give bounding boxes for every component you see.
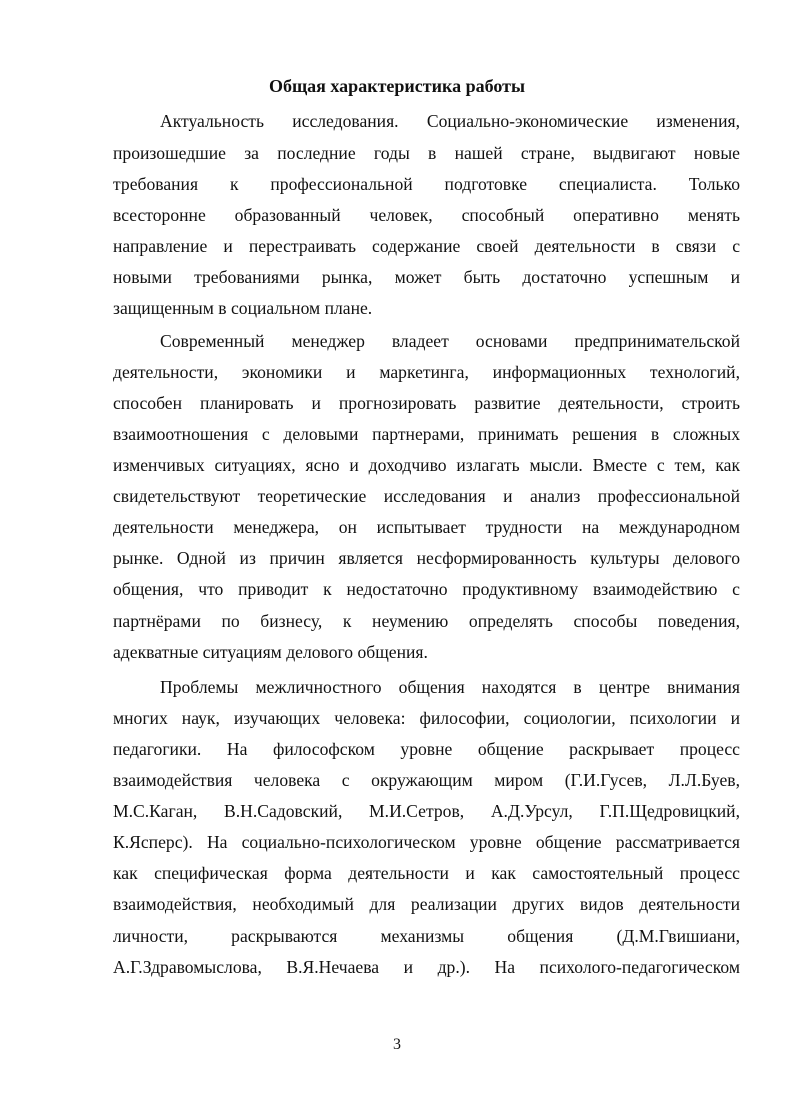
- text-line: личности, раскрываются механизмы общения (Д.М.Гвишиани,: [113, 926, 740, 946]
- text-line: требования к профессиональной подготовке специалиста. Только: [113, 174, 740, 194]
- text-line: способен планировать и прогнозировать развитие деятельности, строить: [113, 393, 740, 413]
- text-line: Проблемы межличностного общения находятся в центре внимания: [160, 677, 740, 697]
- text-line: взаимодействия человека с окружающим миром (Г.И.Гусев, Л.Л.Буев,: [113, 770, 740, 790]
- text-line: партнёрами по бизнесу, к неумению определять способы поведения,: [113, 611, 740, 631]
- text-line: адекватные ситуациям делового общения.: [113, 642, 428, 662]
- text-line: Актуальность исследования. Социально-экономические изменения,: [160, 111, 740, 131]
- text-line: взаимодействия, необходимый для реализации других видов деятельности: [113, 894, 740, 914]
- text-line: изменчивых ситуациях, ясно и доходчиво излагать мысли. Вместе с тем, как: [113, 455, 740, 475]
- text-line: рынке. Одной из причин является несформированность культуры делового: [113, 548, 740, 568]
- text-line: защищенным в социальном плане.: [113, 298, 373, 318]
- text-line: многих наук, изучающих человека: философии, социологии, психологии и: [113, 708, 740, 728]
- text-line: направление и перестраивать содержание своей деятельности в связи с: [113, 236, 740, 256]
- text-line: новыми требованиями рынка, может быть достаточно успешным и: [113, 267, 740, 287]
- text-line: М.С.Каган, В.Н.Садовский, М.И.Сетров, А.Д.Урсул, Г.П.Щедровицкий,: [113, 801, 740, 821]
- text-line: А.Г.Здравомыслова, В.Я.Нечаева и др.). На психолого-педагогическом: [113, 957, 740, 977]
- text-line: педагогики. На философском уровне общение раскрывает процесс: [113, 739, 740, 759]
- text-line: всесторонне образованный человек, способный оперативно менять: [113, 205, 740, 225]
- text-line: свидетельствуют теоретические исследования и анализ профессиональной: [113, 486, 740, 506]
- text-line: деятельности менеджера, он испытывает трудности на международном: [113, 517, 740, 537]
- text-line: взаимоотношения с деловыми партнерами, принимать решения в сложных: [113, 424, 740, 444]
- section-title: Общая характеристика работы: [268, 76, 526, 96]
- text-line: произошедшие за последние годы в нашей стране, выдвигают новые: [113, 143, 740, 163]
- text-line: Современный менеджер владеет основами предпринимательской: [160, 331, 740, 351]
- text-line: деятельности, экономики и маркетинга, информационных технологий,: [113, 362, 740, 382]
- text-line: общения, что приводит к недостаточно продуктивному взаимодействию с: [113, 579, 740, 599]
- text-line: как специфическая форма деятельности и как самостоятельный процесс: [113, 863, 740, 883]
- page-number: 3: [393, 1036, 401, 1053]
- text-line: К.Ясперс). На социально-психологическом уровне общение рассматривается: [113, 832, 740, 852]
